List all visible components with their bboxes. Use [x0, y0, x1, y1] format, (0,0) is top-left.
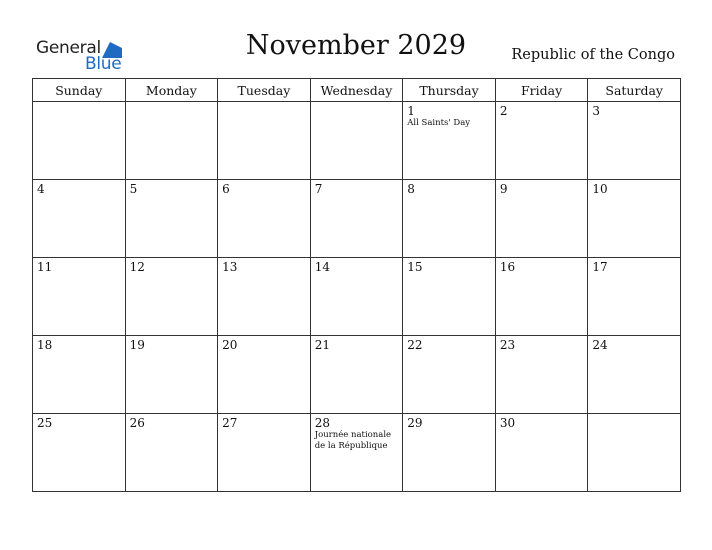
- day-number: 16: [499, 260, 516, 274]
- day-number: 22: [407, 338, 423, 352]
- weekday-header: Tuesday: [218, 79, 311, 102]
- day-number: 18: [37, 338, 53, 352]
- calendar-grid: [32, 78, 681, 492]
- week-row: [33, 336, 681, 414]
- day-cell: [218, 414, 311, 492]
- day-number: 10: [592, 182, 608, 196]
- logo-text-blue: Blue: [85, 54, 122, 74]
- day-cell: [310, 414, 403, 492]
- day-number: 20: [222, 338, 238, 352]
- day-number: 26: [129, 416, 145, 430]
- day-cell: [33, 414, 126, 492]
- weekday-header: Monday: [125, 79, 218, 102]
- day-number: 15: [407, 260, 423, 274]
- day-cell: [125, 102, 218, 180]
- weekday-header: Wednesday: [310, 79, 403, 102]
- day-number: 24: [592, 338, 608, 352]
- day-number: 17: [592, 260, 608, 274]
- weekday-header: Sunday: [33, 79, 126, 102]
- day-number: 14: [314, 260, 330, 274]
- day-cell: [495, 258, 588, 336]
- day-number: 25: [37, 416, 53, 430]
- logo-text-general: General: [36, 38, 101, 58]
- day-cell: [495, 336, 588, 414]
- day-cell: [125, 258, 218, 336]
- day-number: 30: [499, 416, 516, 430]
- day-cell: [218, 336, 311, 414]
- day-cell: [310, 258, 403, 336]
- day-number: 29: [407, 416, 423, 430]
- day-number: 3: [592, 104, 601, 118]
- day-cell: [588, 258, 681, 336]
- weekday-header: Thursday: [403, 79, 496, 102]
- day-number: 19: [129, 338, 145, 352]
- week-row: [33, 414, 681, 492]
- day-cell: [33, 180, 126, 258]
- day-number: 11: [37, 260, 53, 274]
- day-cell: [403, 336, 496, 414]
- day-number: 4: [37, 182, 45, 196]
- day-cell: [403, 180, 496, 258]
- day-cell: [403, 258, 496, 336]
- day-cell: [588, 336, 681, 414]
- day-cell: [125, 336, 218, 414]
- weekday-header: Saturday: [588, 79, 681, 102]
- week-row: [33, 180, 681, 258]
- day-number: 8: [407, 182, 415, 196]
- day-cell: [588, 414, 681, 492]
- day-number: 28: [314, 416, 330, 430]
- day-cell: [33, 336, 126, 414]
- holiday-label: Journée nationale de la République: [314, 430, 392, 451]
- day-cell: [218, 102, 311, 180]
- day-number: 23: [499, 338, 516, 352]
- day-cell: [125, 180, 218, 258]
- day-cell: [33, 102, 126, 180]
- day-cell: [588, 102, 681, 180]
- weekday-header-row: [33, 79, 681, 102]
- day-cell: [310, 180, 403, 258]
- day-number: 21: [314, 338, 330, 352]
- day-cell: [218, 258, 311, 336]
- day-number: 13: [222, 260, 238, 274]
- day-cell: [33, 258, 126, 336]
- day-cell: [588, 180, 681, 258]
- day-cell: [125, 414, 218, 492]
- day-number: 1: [407, 104, 415, 118]
- day-cell: [495, 102, 588, 180]
- day-cell: [495, 180, 588, 258]
- week-row: [33, 258, 681, 336]
- week-row: [33, 102, 681, 180]
- day-number: 5: [129, 182, 138, 196]
- country-name: Republic of the Congo: [511, 47, 675, 63]
- day-cell: [218, 180, 311, 258]
- day-number: 6: [222, 182, 230, 196]
- day-number: 12: [129, 260, 145, 274]
- month-title: November 2029: [245, 30, 467, 61]
- day-cell: [310, 102, 403, 180]
- day-number: 2: [499, 104, 508, 118]
- weekday-header: Friday: [495, 79, 588, 102]
- day-number: 7: [314, 182, 323, 196]
- day-cell: [495, 414, 588, 492]
- day-number: 27: [222, 416, 238, 430]
- day-cell: [403, 414, 496, 492]
- day-cell: [403, 102, 496, 180]
- holiday-label: All Saints' Day: [407, 118, 471, 128]
- day-number: 9: [499, 182, 508, 196]
- day-cell: [310, 336, 403, 414]
